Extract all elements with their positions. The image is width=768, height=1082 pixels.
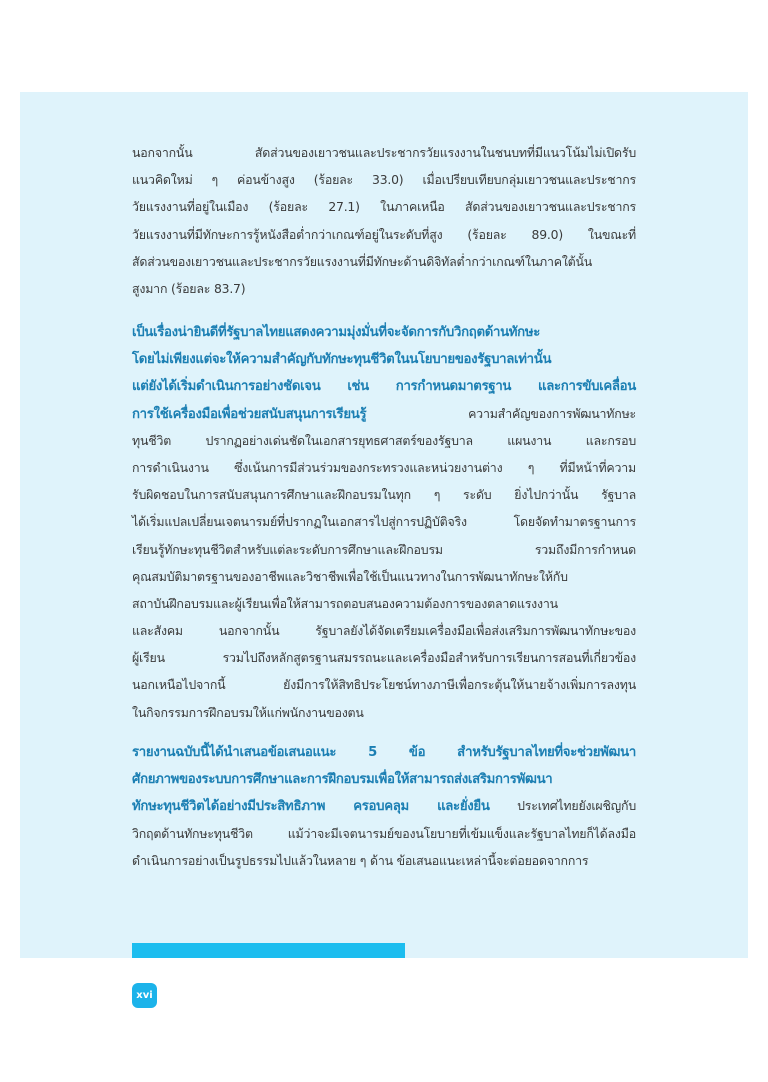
text-line bbox=[132, 275, 636, 302]
body-text: แนวคิดใหม่ ๆ ค่อนข้างสูง (ร้อยละ 33.0) เมื่อเปรียบเทียบกลุ่มเยาวชนและประชากร bbox=[132, 172, 636, 188]
bold-text: การใช้เครื่องมือเพื่อช่วยสนับสนุนการเรียนรู้ bbox=[132, 406, 367, 422]
bold-text: รายงานฉบับนี้ได้นำเสนอข้อเสนอแนะ 5 ข้อ สำหรับรัฐบาลไทยที่จะช่วยพัฒนา bbox=[132, 745, 636, 760]
text-line bbox=[132, 644, 636, 671]
text-line bbox=[132, 738, 636, 765]
text-line bbox=[132, 221, 636, 248]
text-line bbox=[132, 590, 636, 617]
body-text: รับผิดชอบในการสนับสนุนการศึกษาและฝึกอบรมในทุก ๆ ระดับ ยิ่งไปกว่านั้น รัฐบาล bbox=[132, 487, 636, 503]
body-text: ในกิจกรรมการฝึกอบรมให้แก่พนักงานของตน bbox=[132, 704, 364, 720]
bold-text: เป็นเรื่องน่ายินดีที่รัฐบาลไทยแสดงความมุ่งมั่นที่จะจัดการกับวิกฤตด้านทักษะ bbox=[132, 325, 541, 340]
accent-bar bbox=[132, 943, 405, 958]
text-line bbox=[132, 671, 636, 698]
body-text: ทุนชีวิต ปรากฏอย่างเด่นชัดในเอกสารยุทธศาสตร์ของรัฐบาล แผนงาน และกรอบ bbox=[132, 432, 636, 448]
text-line bbox=[132, 166, 636, 193]
body-text: นอกเหนือไปจากนี้ ยังมีการให้สิทธิประโยชน์ทางภาษีเพื่อกระตุ้นให้นายจ้างเพิ่มการลงทุน bbox=[132, 677, 636, 693]
body-text: สัดส่วนของเยาวชนและประชากรวัยแรงงานที่มีทักษะด้านดิจิทัลต่ำกว่าเกณฑ์ในภาคใต้นั้น bbox=[132, 253, 593, 269]
text-line bbox=[132, 820, 636, 847]
text-line bbox=[132, 536, 636, 563]
text-line bbox=[132, 193, 636, 220]
body-text: ดำเนินการอย่างเป็นรูปธรรมไปแล้วในหลาย ๆ ด้าน ข้อเสนอแนะเหล่านี้จะต่อยอดจากการ bbox=[132, 852, 589, 868]
bold-text: ทักษะทุนชีวิตได้อย่างมีประสิทธิภาพ ครอบคลุม และยั่งยืน bbox=[132, 799, 490, 815]
text-line bbox=[132, 765, 636, 792]
text-line bbox=[132, 248, 636, 275]
text-line bbox=[132, 792, 636, 819]
text-line bbox=[132, 617, 636, 644]
text-line bbox=[132, 563, 636, 590]
text-line bbox=[132, 372, 636, 399]
text-line bbox=[132, 345, 636, 372]
body-text: ประเทศไทยยังเผชิญกับ bbox=[489, 798, 636, 814]
bold-text: แต่ยังได้เริ่มดำเนินการอย่างชัดเจน เช่น การกำหนดมาตรฐาน และการขับเคลื่อน bbox=[132, 379, 636, 395]
body-text: วิกฤตด้านทักษะทุนชีวิต แม้ว่าจะมีเจตนารมย์ของนโยบายที่เข้มแข็งและรัฐบาลไทยก็ได้ลงมือ bbox=[132, 825, 636, 841]
body-text: และสังคม นอกจากนั้น รัฐบาลยังได้จัดเตรียมเครื่องมือเพื่อส่งเสริมการพัฒนาทักษะของ bbox=[132, 623, 636, 639]
text-line bbox=[132, 508, 636, 535]
body-text: การดำเนินงาน ซึ่งเน้นการมีส่วนร่วมของกระทรวงและหน่วยงานต่าง ๆ ที่มีหน้าที่ความ bbox=[132, 459, 636, 475]
body-text: วัยแรงงานที่มีทักษะการรู้หนังสือต่ำกว่าเกณฑ์อยู่ในระดับที่สูง (ร้อยละ 89.0) ในขณะที่ bbox=[132, 226, 636, 242]
body-text: ผู้เรียน รวมไปถึงหลักสูตรฐานสมรรถนะและเครื่องมือสำหรับการเรียนการสอนที่เกี่ยวข้อง bbox=[132, 650, 636, 666]
body-text: เรียนรู้ทักษะทุนชีวิตสำหรับแต่ละระดับการศึกษาและฝึกอบรม รวมถึงมีการกำหนด bbox=[132, 541, 636, 557]
text-line bbox=[132, 139, 636, 166]
text-line bbox=[132, 427, 636, 454]
body-text: คุณสมบัติมาตรฐานของอาชีพและวิชาชีพเพื่อใช้เป็นแนวทางในการพัฒนาทักษะให้กับ bbox=[132, 568, 568, 584]
text-line bbox=[132, 454, 636, 481]
body-text: สถาบันฝึกอบรมและผู้เรียนเพื่อให้สามารถตอบสนองความต้องการของตลาดแรงงาน bbox=[132, 595, 558, 611]
text-line bbox=[132, 400, 636, 427]
paragraph-3 bbox=[132, 738, 636, 874]
text-line bbox=[132, 699, 636, 726]
body-text: ความสำคัญของการพัฒนาทักษะ bbox=[366, 405, 636, 421]
text-line bbox=[132, 481, 636, 508]
paragraph-2 bbox=[132, 318, 636, 726]
body-text: วัยแรงงานที่อยู่ในเมือง (ร้อยละ 27.1) ในภาคเหนือ สัดส่วนของเยาวชนและประชากร bbox=[132, 199, 636, 215]
body-text: สูงมาก (ร้อยละ 83.7) bbox=[132, 280, 246, 296]
body-text: นอกจากนั้น สัดส่วนของเยาวชนและประชากรวัยแรงงานในชนบทที่มีแนวโน้มไม่เปิดรับ bbox=[132, 145, 636, 160]
bold-text: ศักยภาพของระบบการศึกษาและการฝึกอบรมเพื่อให้สามารถส่งเสริมการพัฒนา bbox=[132, 772, 553, 788]
body-text: ได้เริ่มแปลเปลี่ยนเจตนารมย์ที่ปรากฏในเอกสารไปสู่การปฏิบัติจริง โดยจัดทำมาตรฐานการ bbox=[132, 514, 636, 530]
text-line bbox=[132, 847, 636, 874]
page-number-badge: xvi bbox=[132, 983, 157, 1008]
text-line bbox=[132, 318, 636, 345]
paragraph-1 bbox=[132, 139, 636, 302]
bold-text: โดยไม่เพียงแต่จะให้ความสำคัญกับทักษะทุนชีวิตในนโยบายของรัฐบาลเท่านั้น bbox=[132, 352, 552, 368]
